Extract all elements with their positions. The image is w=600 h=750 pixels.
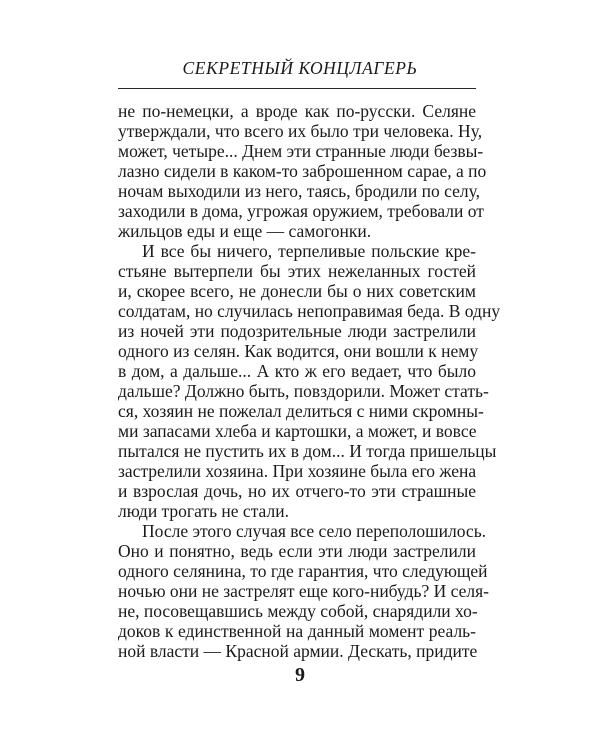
page-number: 9 — [295, 664, 305, 686]
text-line: доков к единственной на данный момент реаль- — [118, 621, 476, 641]
text-line: застрелили хозяина. При хозяине была его жена — [118, 461, 477, 481]
text-line: утверждали, что всего их было три человека. Ну, — [118, 121, 483, 141]
text-line: ночам выходили из него, таясь, бродили по селу, — [118, 181, 480, 201]
text-line: солдатам, но случилась непоправимая беда. В одну — [118, 301, 501, 321]
text-line: пытался не пустить их в дом... И тогда пришельцы — [118, 441, 497, 461]
text-line: из ночей эти подозрительные люди застрелили — [118, 321, 476, 341]
text-line: И все бы ничего, терпеливые польские кре- — [142, 241, 476, 261]
text-line: не по-немецки, а вроде как по-русски. Селяне — [118, 101, 476, 121]
text-line: ной власти — Красной армии. Дескать, придите — [118, 641, 478, 661]
text-line: После этого случая все село переполошилось. — [142, 521, 487, 541]
text-line: и взрослая дочь, но их отчего-то эти страшные — [118, 481, 476, 501]
text-line: одного из селян. Как водится, они вошли к нему — [118, 341, 479, 361]
text-line: лазно сидели в каком-то заброшенном сарае, а по — [118, 161, 487, 181]
text-line: одного селянина, то где гарантия, что следующей — [118, 561, 488, 581]
text-line: жильцов еды и еще — самогонки. — [118, 221, 372, 241]
text-line: заходили в дома, угрожая оружием, требовали от — [118, 201, 484, 221]
text-line: не, посовещавшись между собой, снарядили хо- — [118, 601, 478, 621]
text-line: дальше? Должно быть, повздорили. Может стать- — [118, 381, 489, 401]
text-line: и, скорее всего, не донесли бы о них советским — [118, 281, 476, 301]
text-line: ся, хозяин не пожелал делиться с ними скромны- — [118, 401, 484, 421]
text-line: в дом, а дальше... А кто ж его ведает, что было — [118, 361, 476, 381]
header-rule — [118, 88, 476, 89]
text-line: ми запасами хлеба и картошки, а может, и вовсе — [118, 421, 477, 441]
text-line: люди трогать не стали. — [118, 501, 289, 521]
text-line: может, четыре... Днем эти странные люди безвы- — [118, 141, 484, 161]
text-line: Оно и понятно, ведь если эти люди застрелили — [118, 541, 476, 561]
text-line: стьяне вытерпели бы этих нежеланных гостей — [118, 261, 476, 281]
running-head: СЕКРЕТНЫЙ КОНЦЛАГЕРЬ — [182, 58, 418, 78]
text-line: ночью они не застрелят еще кого-нибудь? И селя- — [118, 581, 489, 601]
